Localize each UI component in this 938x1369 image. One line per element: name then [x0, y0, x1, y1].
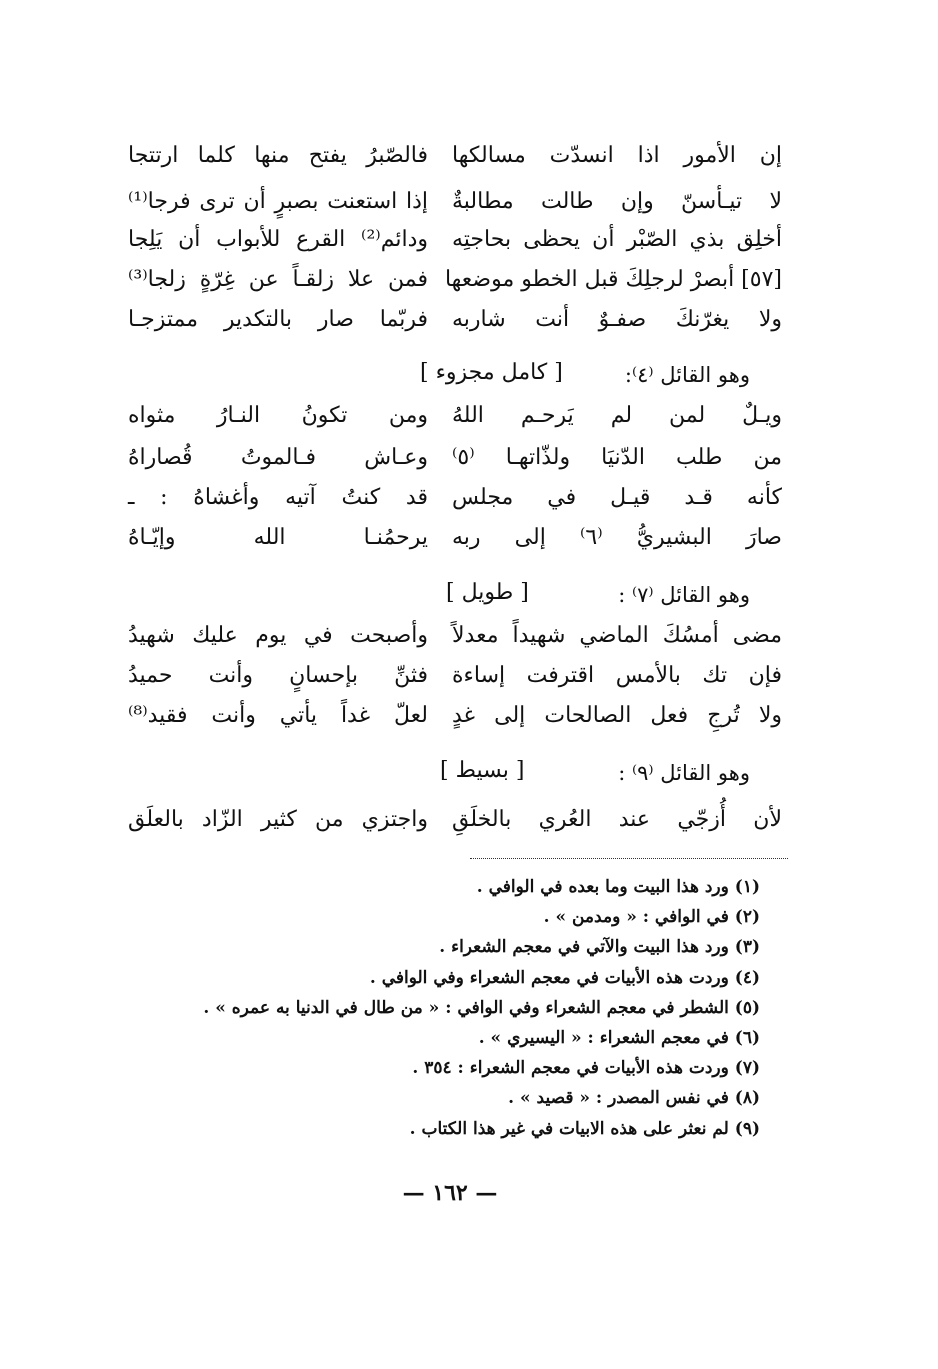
footnote-divider	[470, 858, 788, 859]
verse-line	[110, 480, 800, 516]
page-number: — ١٦٢ —	[402, 1180, 498, 1206]
verse-first-hemistich: ويـلٌ لمن لم يَرحـم اللهُ	[452, 403, 782, 428]
verse-first-hemistich: لا تيـأسنّ وإن طالت مطالبةٌ	[452, 189, 782, 214]
verse-line	[110, 302, 800, 338]
poem-heading: وهو القائل ⁽٤⁾:	[624, 363, 750, 387]
verse-second-hemistich: وعـاش فـالموتُ قُصاراهُ	[128, 445, 428, 470]
verse-line	[110, 440, 800, 476]
verse-line	[110, 222, 800, 258]
verse-line	[110, 618, 800, 654]
footnote: (٩) لم نعثر على هذه الابيات في غير هذا الكتاب .	[409, 1118, 760, 1139]
verse-line	[110, 802, 800, 838]
verse-first-hemistich: لأن أُزجّي عند العُري بالخلَقِ	[452, 807, 782, 832]
verse-line	[110, 398, 800, 434]
footnotes	[203, 872, 760, 1144]
poem-heading: وهو القائل ⁽٩⁾ :	[618, 761, 750, 785]
verse-second-hemistich: فمن علا زلقـاً عن غِرّةٍ زلجا⁽³⁾	[128, 267, 428, 292]
verse-first-hemistich: فإن تك بالأمس اقترفت إساءة	[452, 663, 782, 688]
verse-second-hemistich: قد كنتُ آتيه وأغشاهُ : ـ	[128, 485, 428, 510]
verse-first-hemistich: مضى أمسُكَ الماضي شهيداً معدلاً	[452, 623, 782, 648]
verse-line	[110, 262, 800, 298]
verse-second-hemistich: واجتزي من كثير الزّاد بالعلَق	[128, 807, 428, 832]
footnote: (٣) ورد هذا البيت والآتي في معجم الشعراء .	[439, 937, 760, 958]
verse-second-hemistich: إذا استعنت بصبرٍ أن ترى فرجا⁽¹⁾	[128, 189, 428, 214]
verse-first-hemistich: صارَ البشيريُّ ⁽٦⁾ إلى ربه	[452, 525, 782, 550]
meter-label: [ طويل ]	[446, 580, 529, 605]
verse-first-hemistich: إن الأمور اذا انسدّت مسالكها	[452, 143, 782, 168]
verse-second-hemistich: فثنِّ بإحسانٍ وأنت حميدُ	[128, 663, 428, 688]
footnote: (٤) وردت هذه الأبيات في معجم الشعراء وفي الوافي .	[369, 967, 760, 988]
verse-second-hemistich: ودائم⁽²⁾ القرع للأبواب أن يَلِجا	[128, 227, 428, 252]
verse-first-hemistich: [٥٧] أبصرْ لرجلِكَ قبل الخطو موضعها	[444, 267, 782, 292]
verse-line	[110, 698, 800, 734]
verse-line	[110, 138, 800, 174]
poem-heading: وهو القائل ⁽٧⁾ :	[618, 583, 750, 607]
verse-line	[110, 658, 800, 694]
verse-second-hemistich: ومن تكونُ النـارُ مثواه	[128, 403, 428, 428]
meter-label: [ كامل مجزوء ]	[420, 360, 563, 385]
footnote: (٦) في معجم الشعراء : « اليسيري » .	[478, 1028, 760, 1049]
verse-first-hemistich: ولا يغرّنكَ صفـوٌ أنت شاربه	[452, 307, 782, 332]
verse-first-hemistich: أخلِق بذي الصّبْر أن يحظى بحاجتِه	[452, 227, 782, 252]
verse-second-hemistich: وأصبحت في يوم عليك شهيدُ	[128, 623, 428, 648]
verse-line	[110, 184, 800, 220]
verse-first-hemistich: ولا تُرجِ فعل الصالحات إلى غدٍ	[452, 703, 782, 728]
verse-first-hemistich: من طلب الدّنيَا ولذّاتهـا ⁽٥⁾	[452, 445, 782, 470]
verse-first-hemistich: كأنه قـد قيـل في مجلس	[452, 485, 782, 510]
verse-line	[110, 520, 800, 556]
verse-second-hemistich: يرحمُنـا الله وإيّـاهُ	[128, 525, 428, 550]
footnote: (٥) الشطر في معجم الشعراء وفي الوافي : « من طال في الدنيا به عمره » .	[203, 997, 760, 1018]
footnote: (٢) في الوافي : « ومدمن » .	[543, 907, 760, 928]
meter-label: [ بسيط ]	[440, 758, 525, 783]
verse-second-hemistich: لعلّ غداً يأتي وأنت فقيد⁽⁸⁾	[128, 703, 428, 728]
footnote: (١) ورد هذا البيت وما بعده في الوافي .	[476, 877, 760, 897]
verse-second-hemistich: فالصّبرُ يفتح منها كلما ارتتجا	[128, 143, 428, 168]
footnote: (٨) في نفس المصدر : « قصيد » .	[508, 1088, 760, 1109]
verse-second-hemistich: فربّما صار بالتكدير ممتزجـا	[128, 307, 428, 332]
footnote: (٧) وردت هذه الأبيات في معجم الشعراء : ٣٥٤ .	[412, 1058, 760, 1079]
